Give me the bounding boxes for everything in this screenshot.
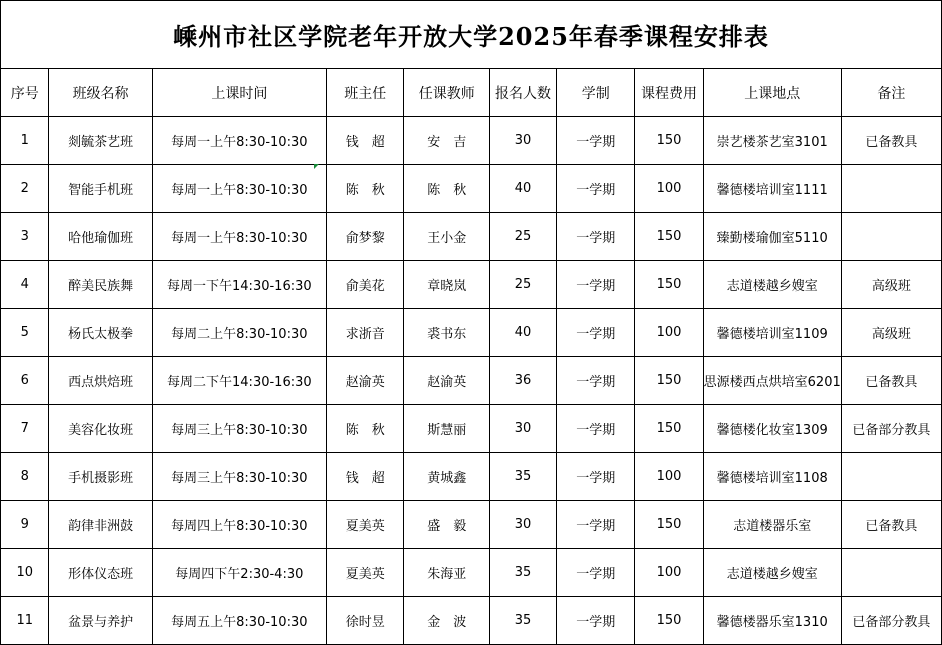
header-col-head-teacher: 班主任: [327, 69, 404, 117]
cell-col-time[interactable]: 每周一下午14:30-16:30: [152, 261, 326, 309]
cell-col-index[interactable]: 8: [1, 453, 49, 501]
cell-col-fee[interactable]: 150: [635, 357, 703, 405]
cell-col-time[interactable]: 每周四下午2:30-4:30: [152, 549, 326, 597]
cell-col-enrollment[interactable]: 35: [490, 549, 557, 597]
cell-col-location[interactable]: 馨德楼培训室1109: [703, 309, 841, 357]
cell-comment-marker: [314, 164, 319, 169]
cell-col-index[interactable]: 6: [1, 357, 49, 405]
cell-col-teacher[interactable]: 王小金: [404, 213, 490, 261]
cell-col-term[interactable]: 一学期: [557, 213, 635, 261]
schedule-table: [0, 68, 942, 645]
cell-col-index[interactable]: 2: [1, 165, 49, 213]
header-col-enrollment: 报名人数: [490, 69, 557, 117]
cell-col-location[interactable]: 臻勤楼瑜伽室5110: [703, 213, 841, 261]
cell-col-fee[interactable]: 100: [635, 453, 703, 501]
cell-col-enrollment[interactable]: 25: [490, 213, 557, 261]
header-col-fee: 课程费用: [635, 69, 703, 117]
table-row: [1, 261, 942, 309]
cell-col-location[interactable]: 馨德楼培训室1108: [703, 453, 841, 501]
cell-col-enrollment[interactable]: 35: [490, 453, 557, 501]
cell-col-head-teacher[interactable]: 夏美英: [327, 501, 404, 549]
cell-col-enrollment[interactable]: 40: [490, 309, 557, 357]
cell-col-time[interactable]: 每周三上午8:30-10:30: [152, 453, 326, 501]
cell-col-term[interactable]: 一学期: [557, 453, 635, 501]
cell-col-time[interactable]: 每周四上午8:30-10:30: [152, 501, 326, 549]
cell-col-term[interactable]: 一学期: [557, 261, 635, 309]
cell-col-time[interactable]: 每周一上午8:30-10:30: [152, 165, 326, 213]
cell-col-time[interactable]: 每周二上午8:30-10:30: [152, 309, 326, 357]
cell-col-head-teacher[interactable]: 钱 超: [327, 453, 404, 501]
cell-col-teacher[interactable]: 安 吉: [404, 117, 490, 165]
cell-col-class-name[interactable]: 美容化妆班: [49, 405, 152, 453]
cell-col-index[interactable]: 5: [1, 309, 49, 357]
cell-col-term[interactable]: 一学期: [557, 597, 635, 645]
header-col-term: 学制: [557, 69, 635, 117]
cell-col-fee[interactable]: 150: [635, 501, 703, 549]
header-col-remarks: 备注: [841, 69, 941, 117]
cell-col-location[interactable]: 志道楼越乡嫂室: [703, 261, 841, 309]
cell-col-head-teacher[interactable]: 钱 超: [327, 117, 404, 165]
cell-col-teacher[interactable]: 盛 毅: [404, 501, 490, 549]
table-row: [1, 213, 942, 261]
table-row: [1, 357, 942, 405]
cell-col-head-teacher[interactable]: 陈 秋: [327, 405, 404, 453]
cell-col-index[interactable]: 11: [1, 597, 49, 645]
cell-col-fee[interactable]: 100: [635, 549, 703, 597]
cell-col-term[interactable]: 一学期: [557, 549, 635, 597]
cell-col-head-teacher[interactable]: 俞美花: [327, 261, 404, 309]
cell-col-teacher[interactable]: 黄城鑫: [404, 453, 490, 501]
cell-col-term[interactable]: 一学期: [557, 117, 635, 165]
cell-col-term[interactable]: 一学期: [557, 501, 635, 549]
cell-col-head-teacher[interactable]: 夏美英: [327, 549, 404, 597]
table-row: [1, 165, 942, 213]
cell-col-class-name[interactable]: 哈他瑜伽班: [49, 213, 152, 261]
cell-col-fee[interactable]: 100: [635, 165, 703, 213]
table-row: [1, 117, 942, 165]
cell-col-remarks[interactable]: 已备部分教具: [841, 405, 941, 453]
cell-col-class-name[interactable]: 醉美民族舞: [49, 261, 152, 309]
cell-col-remarks[interactable]: 已备部分教具: [841, 597, 941, 645]
cell-col-enrollment[interactable]: 30: [490, 117, 557, 165]
cell-col-index[interactable]: 1: [1, 117, 49, 165]
cell-col-enrollment[interactable]: 36: [490, 357, 557, 405]
cell-col-index[interactable]: 7: [1, 405, 49, 453]
header-col-index: 序号: [1, 69, 49, 117]
cell-col-enrollment[interactable]: 30: [490, 501, 557, 549]
table-row: [1, 309, 942, 357]
cell-col-head-teacher[interactable]: 求浙音: [327, 309, 404, 357]
cell-col-teacher[interactable]: 章晓岚: [404, 261, 490, 309]
cell-col-time[interactable]: 每周五上午8:30-10:30: [152, 597, 326, 645]
cell-col-remarks[interactable]: 已备教具: [841, 501, 941, 549]
cell-col-teacher[interactable]: 金 波: [404, 597, 490, 645]
cell-col-term[interactable]: 一学期: [557, 357, 635, 405]
cell-col-class-name[interactable]: 盆景与养护: [49, 597, 152, 645]
cell-col-time[interactable]: 每周一上午8:30-10:30: [152, 117, 326, 165]
cell-col-remarks[interactable]: [841, 213, 941, 261]
cell-col-location[interactable]: 志道楼器乐室: [703, 501, 841, 549]
cell-col-time[interactable]: 每周二下午14:30-16:30: [152, 357, 326, 405]
header-col-teacher: 任课教师: [404, 69, 490, 117]
table-row: [1, 597, 942, 645]
cell-col-location[interactable]: 志道楼越乡嫂室: [703, 549, 841, 597]
cell-col-fee[interactable]: 150: [635, 405, 703, 453]
cell-col-class-name[interactable]: 西点烘焙班: [49, 357, 152, 405]
cell-col-remarks[interactable]: 高级班: [841, 309, 941, 357]
cell-col-remarks[interactable]: 已备教具: [841, 117, 941, 165]
cell-col-class-name[interactable]: 手机摄影班: [49, 453, 152, 501]
cell-col-enrollment[interactable]: 40: [490, 165, 557, 213]
cell-col-index[interactable]: 10: [1, 549, 49, 597]
cell-col-class-name[interactable]: 杨氏太极拳: [49, 309, 152, 357]
sheet-title: 嵊州市社区学院老年开放大学2025年春季课程安排表: [0, 0, 942, 68]
header-col-time: 上课时间: [152, 69, 326, 117]
cell-col-teacher[interactable]: 斯慧丽: [404, 405, 490, 453]
cell-col-fee[interactable]: 100: [635, 309, 703, 357]
cell-col-location[interactable]: 馨德楼器乐室1310: [703, 597, 841, 645]
cell-col-term[interactable]: 一学期: [557, 165, 635, 213]
cell-col-term[interactable]: 一学期: [557, 405, 635, 453]
cell-col-enrollment[interactable]: 25: [490, 261, 557, 309]
cell-col-location[interactable]: 馨德楼化妆室1309: [703, 405, 841, 453]
cell-col-remarks[interactable]: [841, 549, 941, 597]
cell-col-fee[interactable]: 150: [635, 117, 703, 165]
table-row: [1, 405, 942, 453]
cell-col-fee[interactable]: 150: [635, 261, 703, 309]
cell-col-head-teacher[interactable]: 赵渝英: [327, 357, 404, 405]
cell-col-teacher[interactable]: 赵渝英: [404, 357, 490, 405]
cell-col-remarks[interactable]: 高级班: [841, 261, 941, 309]
cell-col-teacher[interactable]: 陈 秋: [404, 165, 490, 213]
cell-col-remarks[interactable]: [841, 165, 941, 213]
table-row: [1, 501, 942, 549]
table-row: [1, 453, 942, 501]
cell-col-fee[interactable]: 150: [635, 213, 703, 261]
cell-col-enrollment[interactable]: 30: [490, 405, 557, 453]
cell-col-location[interactable]: 馨德楼培训室1111: [703, 165, 841, 213]
cell-col-remarks[interactable]: [841, 453, 941, 501]
table-body: [1, 117, 942, 645]
cell-col-head-teacher[interactable]: 俞梦黎: [327, 213, 404, 261]
cell-col-class-name[interactable]: 剡毓茶艺班: [49, 117, 152, 165]
cell-col-teacher[interactable]: 裘书东: [404, 309, 490, 357]
cell-col-location[interactable]: 思源楼西点烘培室6201: [703, 357, 841, 405]
table-row: [1, 549, 942, 597]
header-col-location: 上课地点: [703, 69, 841, 117]
cell-col-fee[interactable]: 150: [635, 597, 703, 645]
cell-col-location[interactable]: 崇艺楼茶艺室3101: [703, 117, 841, 165]
cell-col-class-name[interactable]: 韵律非洲鼓: [49, 501, 152, 549]
cell-col-time[interactable]: 每周三上午8:30-10:30: [152, 405, 326, 453]
cell-col-head-teacher[interactable]: 陈 秋: [327, 165, 404, 213]
cell-col-index[interactable]: 9: [1, 501, 49, 549]
cell-col-class-name[interactable]: 智能手机班: [49, 165, 152, 213]
cell-col-index[interactable]: 3: [1, 213, 49, 261]
header-row: [1, 69, 942, 117]
cell-col-term[interactable]: 一学期: [557, 309, 635, 357]
cell-col-teacher[interactable]: 朱海亚: [404, 549, 490, 597]
cell-col-enrollment[interactable]: 35: [490, 597, 557, 645]
cell-col-remarks[interactable]: 已备教具: [841, 357, 941, 405]
cell-col-index[interactable]: 4: [1, 261, 49, 309]
cell-col-head-teacher[interactable]: 徐时昱: [327, 597, 404, 645]
cell-col-time[interactable]: 每周一上午8:30-10:30: [152, 213, 326, 261]
cell-col-class-name[interactable]: 形体仪态班: [49, 549, 152, 597]
header-col-class-name: 班级名称: [49, 69, 152, 117]
